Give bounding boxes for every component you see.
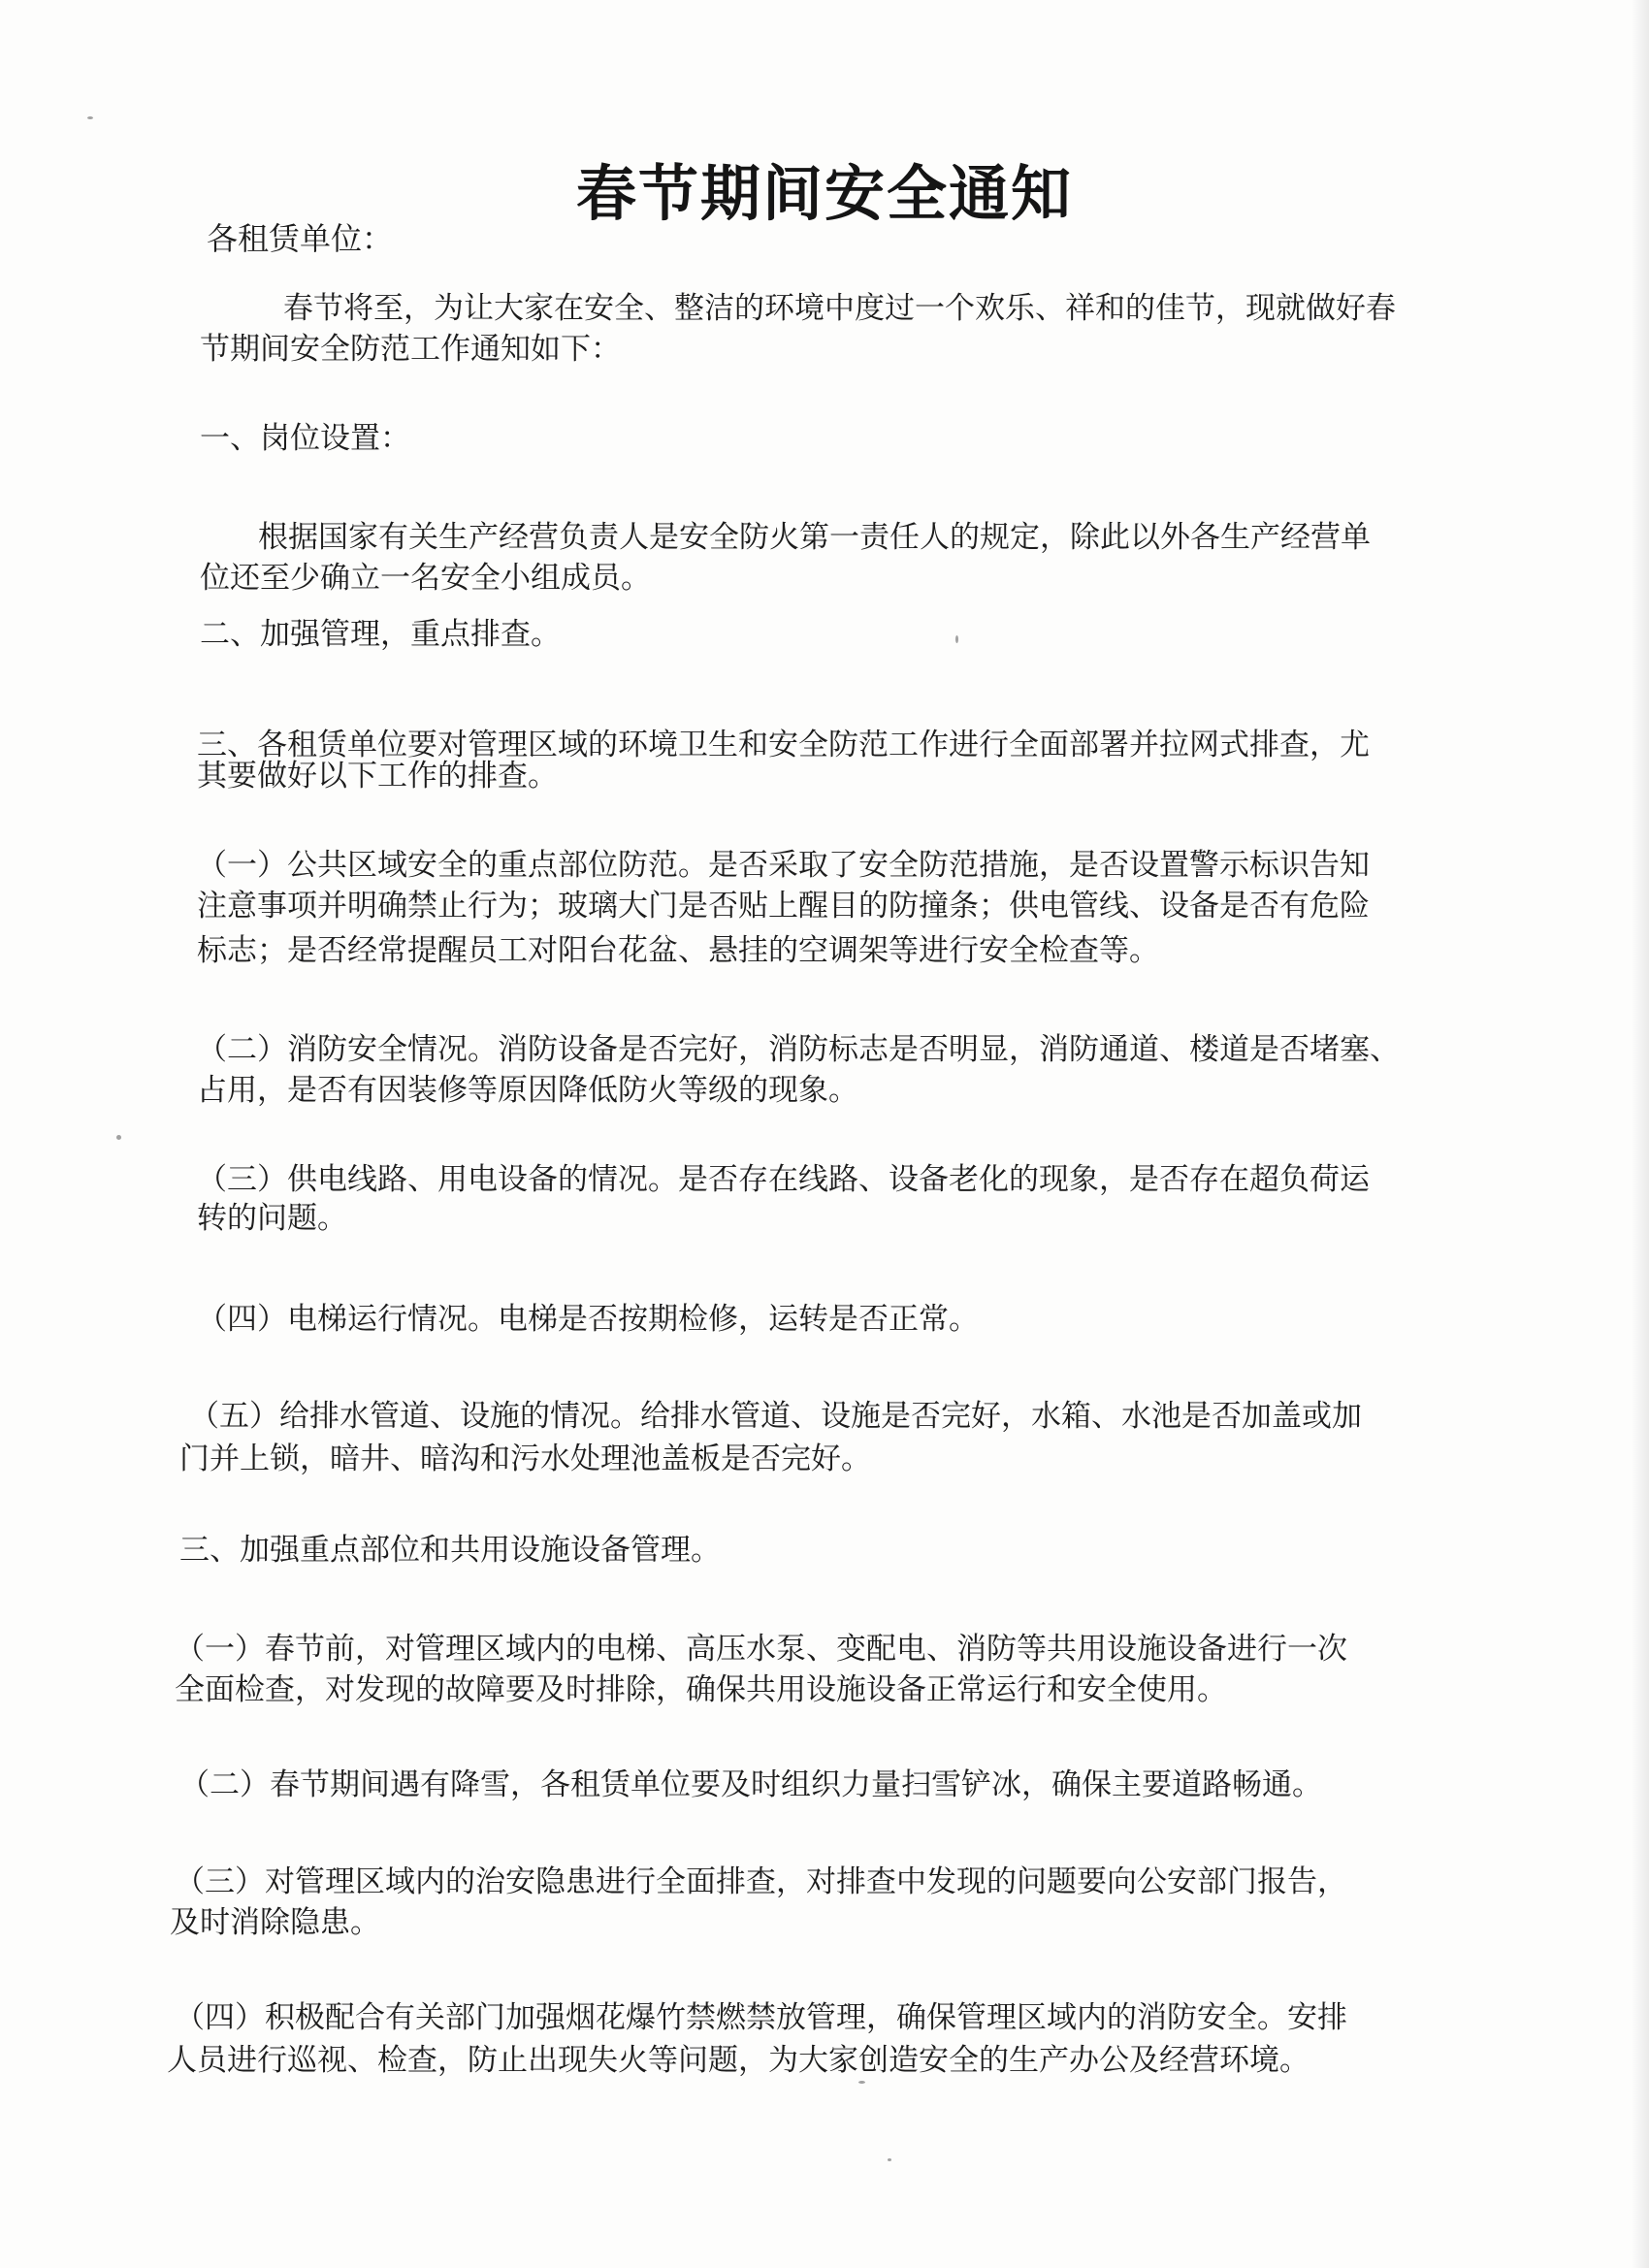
paragraph-line: 春节将至，为让大家在安全、整洁的环境中度过一个欢乐、祥和的佳节，现就做好春 xyxy=(283,291,1396,326)
paragraph-line: 人员进行巡视、检查，防止出现失火等问题，为大家创造安全的生产办公及经营环境。 xyxy=(167,2043,1310,2078)
paragraph-line: 门并上锁，暗井、暗沟和污水处理池盖板是否完好。 xyxy=(179,1442,871,1476)
paragraph-line: 其要做好以下工作的排查。 xyxy=(197,759,558,794)
scan-speck xyxy=(858,2081,865,2084)
paragraph-line: 注意事项并明确禁止行为；玻璃大门是否贴上醒目的防撞条；供电管线、设备是否有危险 xyxy=(197,889,1370,923)
paragraph-line: （四）积极配合有关部门加强烟花爆竹禁燃禁放管理，确保管理区域内的消防安全。安排 xyxy=(175,2000,1347,2035)
paragraph-line: （五）给排水管道、设施的情况。给排水管道、设施是否完好，水箱、水池是否加盖或加 xyxy=(189,1399,1362,1434)
paragraph-line: 占用，是否有因装修等原因降低防火等级的现象。 xyxy=(197,1073,858,1108)
section-heading: 二、加强管理，重点排查。 xyxy=(200,617,561,652)
scan-speck xyxy=(955,635,958,643)
section-heading: 一、岗位设置： xyxy=(200,421,410,456)
scan-edge-shadow xyxy=(1632,0,1649,2268)
paragraph-line: 转的问题。 xyxy=(197,1201,347,1236)
paragraph-line: （三）对管理区域内的治安隐患进行全面排查，对排查中发现的问题要向公安部门报告， xyxy=(175,1864,1347,1899)
scan-speck xyxy=(888,2158,891,2161)
paragraph-line: 三、各租赁单位要对管理区域的环境卫生和安全防范工作进行全面部署并拉网式排查，尤 xyxy=(197,728,1370,762)
paragraph-line: 及时消除隐患。 xyxy=(170,1905,380,1940)
paragraph-line: 标志；是否经常提醒员工对阳台花盆、悬挂的空调架等进行安全检查等。 xyxy=(197,933,1159,968)
paragraph-line: （四）电梯运行情况。电梯是否按期检修，运转是否正常。 xyxy=(197,1302,979,1337)
document-title: 春节期间安全通知 xyxy=(575,158,1073,229)
paragraph-line: （三）供电线路、用电设备的情况。是否存在线路、设备老化的现象，是否存在超负荷运 xyxy=(197,1162,1370,1197)
section-heading: 三、加强重点部位和共用设施设备管理。 xyxy=(179,1533,721,1568)
paragraph-line: 节期间安全防范工作通知如下： xyxy=(200,332,621,367)
paragraph-line: 位还至少确立一名安全小组成员。 xyxy=(200,561,651,596)
salutation: 各租赁单位： xyxy=(207,220,394,257)
paragraph-line: （二）消防安全情况。消防设备是否完好，消防标志是否明显，消防通道、楼道是否堵塞、 xyxy=(197,1032,1400,1067)
paragraph-line: （一）公共区域安全的重点部位防范。是否采取了安全防范措施，是否设置警示标识告知 xyxy=(197,848,1370,883)
paragraph-line: （一）春节前，对管理区域内的电梯、高压水泵、变配电、消防等共用设施设备进行一次 xyxy=(175,1632,1347,1667)
paragraph-line: 全面检查，对发现的故障要及时排除，确保共用设施设备正常运行和安全使用。 xyxy=(175,1672,1227,1707)
paragraph-line: （二）春节期间遇有降雪，各租赁单位要及时组织力量扫雪铲冰，确保主要道路畅通。 xyxy=(179,1767,1322,1802)
paragraph-line: 根据国家有关生产经营负责人是安全防火第一责任人的规定，除此以外各生产经营单 xyxy=(258,520,1371,555)
scan-speck xyxy=(116,1135,121,1140)
scan-speck xyxy=(87,116,93,119)
